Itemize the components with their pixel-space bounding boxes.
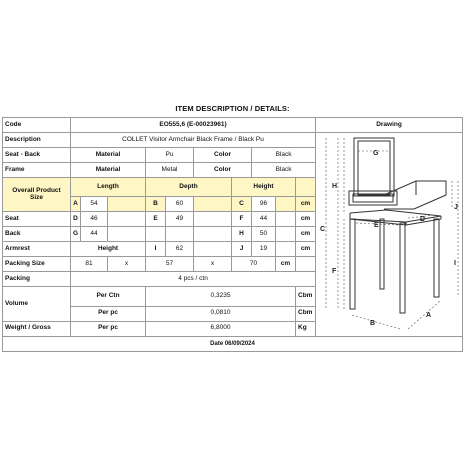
frame-material-label: Material xyxy=(71,163,146,178)
dim-f-label: F xyxy=(332,268,337,275)
dim-e-label: E xyxy=(374,222,379,229)
packing-label: Packing xyxy=(3,272,71,287)
dim-i-label: I xyxy=(454,260,456,267)
code-label: Code xyxy=(3,118,71,133)
frame-color-label: Color xyxy=(194,163,252,178)
dim-b-letter: B xyxy=(146,197,166,212)
armrest-label: Armrest xyxy=(3,242,71,257)
seat-back-material: Pu xyxy=(146,148,194,163)
dim-h-label: H xyxy=(332,183,338,190)
back-unit: cm xyxy=(296,227,316,242)
frame-material: Metal xyxy=(146,163,194,178)
packing-size-x2: x xyxy=(194,257,232,272)
dim-d-letter: D xyxy=(71,212,81,227)
frame-color: Black xyxy=(252,163,316,178)
dim-d-value: 46 xyxy=(81,212,108,227)
dim-i-value: 62 xyxy=(166,242,194,257)
overall-spacer-1 xyxy=(108,197,146,212)
dim-h-letter: H xyxy=(232,227,252,242)
seat-back-color-label: Color xyxy=(194,148,252,163)
description-label: Description xyxy=(3,133,71,148)
packing-size-v3: 70 xyxy=(232,257,276,272)
packing-size-label: Packing Size xyxy=(3,257,71,272)
dim-e-value: 49 xyxy=(166,212,194,227)
weight-unit: Kg xyxy=(296,321,316,336)
row-description xyxy=(3,133,463,148)
packing-size-v2: 57 xyxy=(146,257,194,272)
back-label: Back xyxy=(3,227,71,242)
seat-back-color: Black xyxy=(252,148,316,163)
volume-per-pc-label: Per pc xyxy=(71,306,146,321)
height-header: Height xyxy=(232,178,296,197)
overall-spacer-3 xyxy=(276,197,296,212)
dim-f-value: 44 xyxy=(252,212,276,227)
drawing-cell xyxy=(316,133,463,337)
chair-drawing xyxy=(316,133,463,333)
volume-label: Volume xyxy=(3,287,71,321)
dim-g-value: 44 xyxy=(81,227,108,242)
dim-j-value: 19 xyxy=(252,242,276,257)
packing-size-x1: x xyxy=(108,257,146,272)
seat-back-label: Seat - Back xyxy=(3,148,71,163)
packing-size-unit: cm xyxy=(276,257,296,272)
dim-j-label: J xyxy=(454,204,458,211)
overall-unit: cm xyxy=(296,197,316,212)
drawing-header: Drawing xyxy=(316,118,463,133)
packing-size-v1: 81 xyxy=(71,257,108,272)
dim-a-letter: A xyxy=(71,197,81,212)
dim-c-value: 96 xyxy=(252,197,276,212)
seat-unit: cm xyxy=(296,212,316,227)
seat-back-material-label: Material xyxy=(71,148,146,163)
dim-c-letter: C xyxy=(232,197,252,212)
dim-j-letter: J xyxy=(232,242,252,257)
volume-per-ctn-value: 0,3235 xyxy=(146,287,296,306)
dim-e-letter: E xyxy=(146,212,166,227)
spec-table xyxy=(2,117,463,352)
volume-per-pc-unit: Cbm xyxy=(296,306,316,321)
volume-per-pc-value: 0,0810 xyxy=(146,306,296,321)
dim-i-letter: I xyxy=(146,242,166,257)
frame-label: Frame xyxy=(3,163,71,178)
dim-f-letter: F xyxy=(232,212,252,227)
row-code xyxy=(3,118,463,133)
volume-per-ctn-unit: Cbm xyxy=(296,287,316,306)
dim-a-label: A xyxy=(426,312,432,319)
weight-value: 6,8000 xyxy=(146,321,296,336)
seat-label: Seat xyxy=(3,212,71,227)
weight-per-pc-label: Per pc xyxy=(71,321,146,336)
dim-d-label: D xyxy=(420,216,426,223)
dim-a-value: 54 xyxy=(81,197,108,212)
overall-size-label: Overall Product Size xyxy=(3,178,71,212)
dim-g-label: G xyxy=(373,150,379,157)
dim-c-label: C xyxy=(320,226,326,233)
overall-head-blank xyxy=(296,178,316,197)
weight-label: Weight / Gross xyxy=(3,321,71,336)
dim-h-value: 50 xyxy=(252,227,276,242)
overall-spacer-2 xyxy=(194,197,232,212)
row-date xyxy=(3,336,463,351)
length-header: Length xyxy=(71,178,146,197)
volume-per-ctn-label: Per Ctn xyxy=(71,287,146,306)
packing-value: 4 pcs / ctn xyxy=(71,272,316,287)
code-value: EO555,6 (E-00023961) xyxy=(71,118,316,133)
depth-header: Depth xyxy=(146,178,232,197)
dim-g-letter: G xyxy=(71,227,81,242)
page-title: ITEM DESCRIPTION / DETAILS: xyxy=(175,104,290,113)
dim-b-value: 60 xyxy=(166,197,194,212)
dim-b-label: B xyxy=(370,320,376,327)
armrest-height-label: Height xyxy=(71,242,146,257)
description-value: COLLET Visitor Armchair Black Frame / Black Pu xyxy=(71,133,316,148)
date-text: Date 06/09/2024 xyxy=(3,336,463,351)
armrest-unit: cm xyxy=(296,242,316,257)
